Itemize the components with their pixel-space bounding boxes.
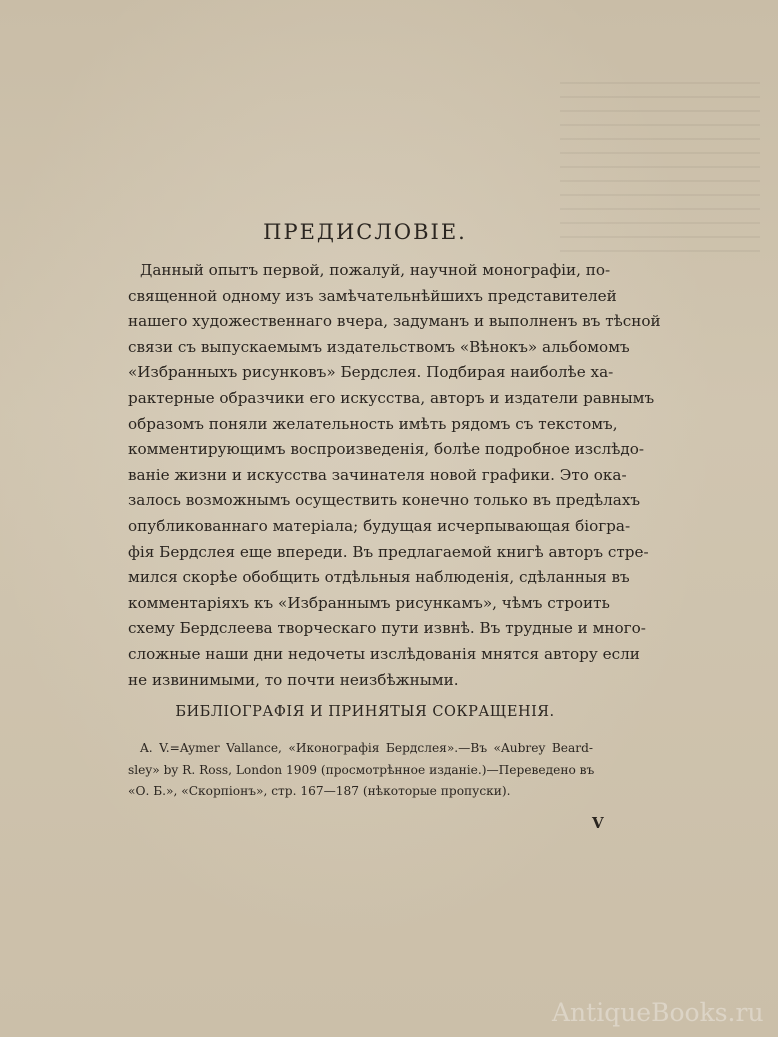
preface-line: мился скорѣе обобщить отдѣльныя наблюденія, сдѣланныя въ: [128, 568, 630, 587]
preface-line: опубликованнаго матеріала; будущая исчерпывающая біогра-: [128, 516, 631, 535]
page-title: ПРЕДИСЛОВІЕ.: [263, 220, 467, 244]
preface-line: не извинимыми, то почти неизбѣжными.: [128, 670, 459, 689]
bibliography-line: «О. Б.», «Скорпіонъ», стр. 167—187 (нѣкоторые пропуски).: [128, 784, 511, 798]
preface-line: залось возможнымъ осуществить конечно только въ предѣлахъ: [128, 491, 641, 510]
preface-text: [128, 258, 661, 693]
preface-line: священной одному изъ замѣчательнѣйшихъ представителей: [128, 286, 617, 305]
preface-line: схему Бердслеева творческаго пути извнѣ. Въ трудные и много-: [128, 619, 646, 638]
preface-line: «Избранныхъ рисунковъ» Бердслея. Подбирая наиболѣе ха-: [128, 363, 614, 382]
preface-line: фія Бердслея еще впереди. Въ предлагаемой книгѣ авторъ стре-: [128, 542, 649, 561]
watermark: AntiqueBooks.ru: [552, 998, 764, 1027]
preface-line: связи съ выпускаемымъ издательствомъ «Вѣнокъ» альбомомъ: [128, 337, 630, 356]
preface-line: Данный опытъ первой, пожалуй, научной монографіи, по-: [140, 261, 611, 279]
preface-line: образомъ поняли желательность имѣть рядомъ съ текстомъ,: [128, 414, 618, 433]
bibliography-line: A. V.=Aymer Vallance, «Иконографія Бердслея».—Въ «Aubrey Beard-: [140, 741, 593, 755]
preface-line: ваніе жизни и искусства зачинателя новой графики. Это ока-: [128, 465, 627, 484]
preface-line: сложные наши дни недочеты изслѣдованія мнятся автору если: [128, 644, 640, 663]
bibliography-line: sley» by R. Ross, London 1909 (просмотрѣнное изданіе.)—Переведено въ: [128, 762, 595, 777]
bibliography-text: [128, 738, 593, 803]
preface-line: нашего художественнаго вчера, задуманъ и выполненъ въ тѣсной: [128, 312, 661, 331]
preface-line: комментирующимъ воспроизведенія, болѣе подробное изслѣдо-: [128, 440, 644, 459]
page-number: V: [592, 814, 604, 832]
preface-line: комментаріяхъ къ «Избраннымъ рисункамъ», чѣмъ строить: [128, 593, 610, 612]
bibliography-heading: БИБЛІОГРАФІЯ И ПРИНЯТЫЯ СОКРАЩЕНІЯ.: [175, 704, 555, 720]
preface-line: рактерные образчики его искусства, авторъ и издатели равнымъ: [128, 388, 655, 407]
